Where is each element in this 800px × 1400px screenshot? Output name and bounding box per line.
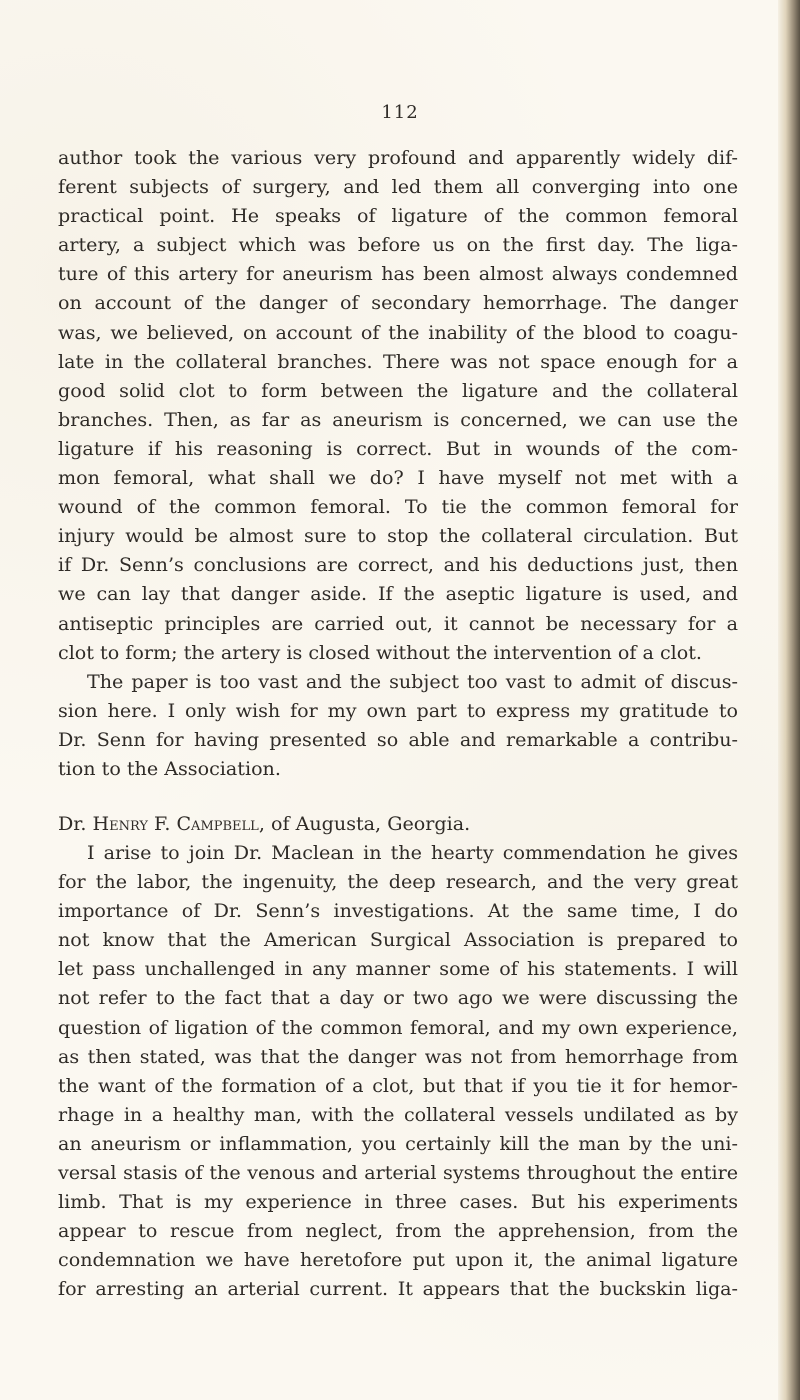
text-line: appear to rescue from neglect, from the apprehension, from the bbox=[58, 1219, 738, 1243]
speaker-suffix: , of Augusta, Georgia. bbox=[258, 812, 471, 835]
paragraph-one bbox=[58, 143, 738, 667]
text-line: rhage in a healthy man, with the collateral vessels undilated as by bbox=[58, 1102, 738, 1126]
text-line: sion here. I only wish for my own part to express my gratitude to bbox=[58, 699, 738, 723]
text-line: Dr. Senn for having presented so able and remarkable a contribu- bbox=[58, 728, 738, 752]
text-line: not refer to the fact that a day or two ago we were discussing the bbox=[58, 986, 738, 1010]
page-edge-shadow bbox=[778, 0, 800, 1400]
text-line: ligature if his reasoning is correct. But in wounds of the com- bbox=[58, 436, 738, 460]
text-line: I arise to join Dr. Maclean in the hearty commendation he gives bbox=[87, 841, 738, 864]
text-line: ture of this artery for aneurism has been almost always condemned bbox=[58, 262, 738, 286]
text-line: for arresting an arterial current. It appears that the buckskin liga- bbox=[58, 1277, 738, 1301]
text-line: mon femoral, what shall we do? I have myself not met with a bbox=[58, 466, 738, 490]
text-line: was, we believed, on account of the inability of the blood to coagu- bbox=[58, 320, 738, 344]
text-line: antiseptic principles are carried out, it cannot be necessary for a bbox=[58, 611, 738, 635]
text-line: clot to form; the artery is closed without the intervention of a clot. bbox=[58, 640, 702, 664]
text-line: good solid clot to form between the ligature and the collateral bbox=[58, 378, 738, 402]
text-line: question of ligation of the common femoral, and my own experience, bbox=[58, 1015, 738, 1039]
text-line: as then stated, was that the danger was not from hemorrhage from bbox=[58, 1044, 738, 1068]
page-number: 112 bbox=[381, 102, 419, 123]
speaker-line bbox=[58, 809, 738, 838]
text-line: for the labor, the ingenuity, the deep research, and the very great bbox=[58, 870, 738, 894]
text-line: practical point. He speaks of ligature of the common femoral bbox=[58, 204, 738, 228]
speaker-prefix: Dr. bbox=[58, 812, 93, 835]
text-line: author took the various very profound and apparently widely dif- bbox=[58, 146, 738, 169]
text-line: ferent subjects of surgery, and led them all converging into one bbox=[58, 175, 738, 199]
paragraph-two bbox=[58, 667, 738, 783]
text-line: let pass unchallenged in any manner some of his statements. I will bbox=[58, 957, 738, 981]
text-line: on account of the danger of secondary hemorrhage. The danger bbox=[58, 291, 738, 315]
text-line: condemnation we have heretofore put upon it, the animal ligature bbox=[58, 1248, 738, 1272]
text-line: late in the collateral branches. There was not space enough for a bbox=[58, 349, 738, 373]
text-line: if Dr. Senn’s conclusions are correct, and his deductions just, then bbox=[58, 553, 738, 577]
text-line: an aneurism or inflammation, you certainly kill the man by the uni- bbox=[58, 1131, 738, 1155]
text-line: tion to the Association. bbox=[58, 757, 281, 781]
text-line: injury would be almost sure to stop the collateral circulation. But bbox=[58, 524, 738, 548]
text-line: wound of the common femoral. To tie the common femoral for bbox=[58, 495, 738, 519]
text-line: branches. Then, as far as aneurism is concerned, we can use the bbox=[58, 407, 738, 431]
text-line: importance of Dr. Senn’s investigations. At the same time, I do bbox=[58, 899, 738, 923]
text-line: limb. That is my experience in three cases. But his experiments bbox=[58, 1190, 738, 1214]
text-line: we can lay that danger aside. If the aseptic ligature is used, and bbox=[58, 582, 738, 606]
text-line: artery, a subject which was before us on the first day. The liga- bbox=[58, 233, 738, 257]
text-line: the want of the formation of a clot, but that if you tie it for hemor- bbox=[58, 1073, 738, 1097]
text-line: not know that the American Surgical Association is prepared to bbox=[58, 928, 738, 952]
paragraph-three bbox=[58, 838, 738, 1304]
text-line: The paper is too vast and the subject too vast to admit of discus- bbox=[87, 670, 738, 693]
speaker-name: Henry F. Campbell bbox=[92, 812, 259, 835]
text-line: versal stasis of the venous and arterial systems throughout the entire bbox=[58, 1161, 738, 1185]
speaker-heading bbox=[58, 809, 738, 838]
